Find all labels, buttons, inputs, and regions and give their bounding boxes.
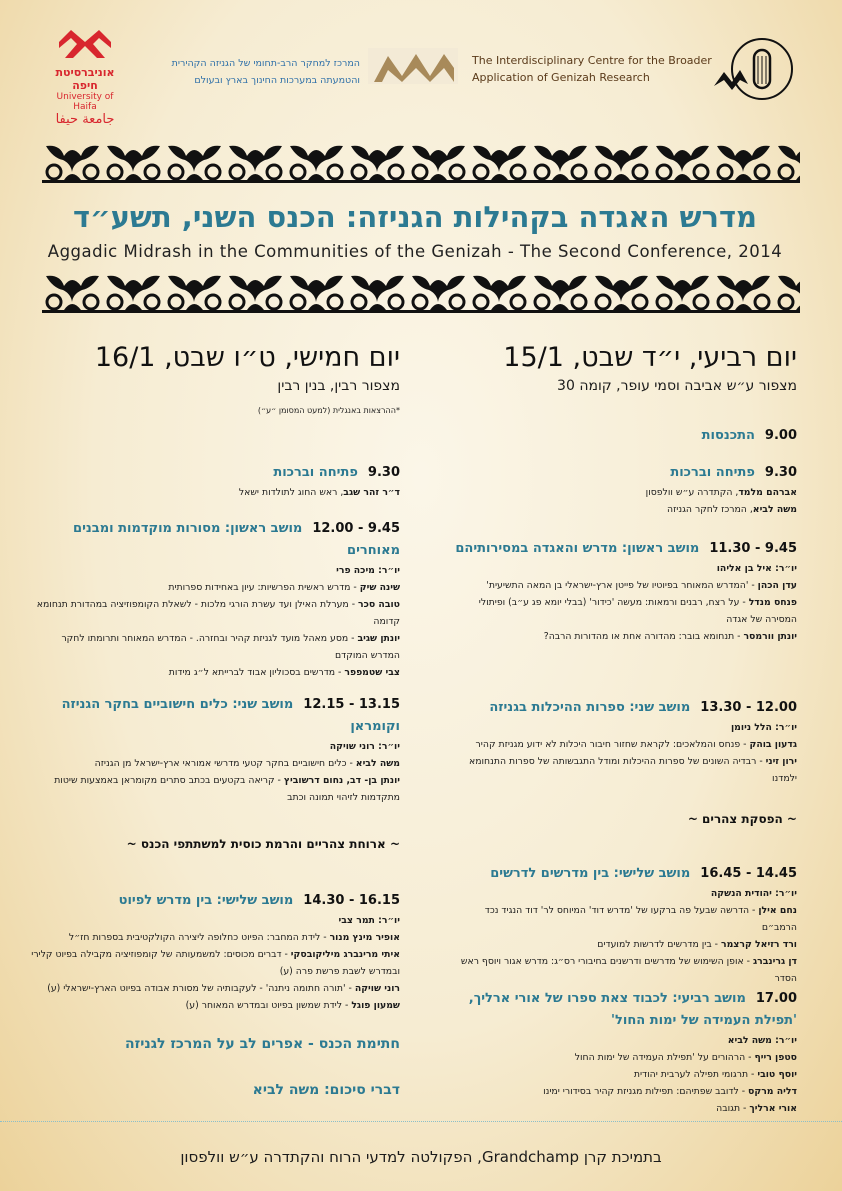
faculty-of-humanities-logo bbox=[710, 34, 795, 104]
speaker-name: יו״ר: מיכה פרי bbox=[336, 565, 400, 576]
session-heading bbox=[452, 988, 797, 1032]
session-title: מושב שני: כלים חישוביים בחקר הגניזה וקומראן bbox=[61, 697, 400, 734]
talk-title: - תנחומא בובר: מהדורה אחת או מהדורות הרבה? bbox=[543, 631, 744, 642]
speaker-name: אברהם מלמד bbox=[738, 487, 797, 498]
speaker-name: טובה סכר bbox=[358, 599, 400, 610]
speaker-name: יו״ר: משה לביא bbox=[727, 1035, 797, 1046]
talk-title: - קריאה בקטעים בכתב סתרים מקומראן באמצעות שיטות מתקדמות לזיהוי תמונה וכתב bbox=[54, 775, 400, 803]
centre-name-english bbox=[472, 52, 712, 86]
speaker-name: אופיר מינץ מנור bbox=[329, 932, 400, 943]
talk-title: - תרגומי תפילה לערבית יהודית bbox=[633, 1069, 758, 1080]
centre-he-line: המרכז למחקר הרב-תחומי של הגניזה הקהירית bbox=[171, 58, 360, 69]
speaker-name: יו״ר: יהודית הנשקה bbox=[710, 888, 797, 899]
talk-title: , המרכז לחקר הגניזה bbox=[667, 504, 753, 515]
session-title: מושב שלישי: בין מדרשים לדרשים bbox=[490, 866, 691, 881]
speaker-name: יוסף טובי bbox=[757, 1069, 797, 1080]
session-title: מושב רביעי: לכבוד צאת ספרו של אורי ארליך, 'תפילת העמידה של ימות החול' bbox=[468, 991, 797, 1028]
talk-item bbox=[452, 484, 797, 501]
genizah-centre-logo bbox=[368, 48, 458, 84]
session-heading bbox=[452, 425, 797, 447]
session-chair bbox=[452, 885, 797, 902]
speaker-name: יו״ר: רוני שויקה bbox=[329, 741, 400, 752]
speaker-name: סטפן רייף bbox=[754, 1052, 797, 1063]
talk-title: - אופן השימוש של מדרשים ודרשנים בחיבורי רס״ג: מדרש אגור ויוסף ראש הסדר bbox=[460, 956, 797, 984]
centre-he-line: והטמעתה במערכות החינוך בארץ ובעולם bbox=[194, 75, 360, 86]
speaker-name: עדן הכהן bbox=[757, 580, 797, 591]
session-chair bbox=[30, 562, 400, 579]
day-venue: מצפור רבין, בנין רבין bbox=[277, 378, 400, 394]
talk-title: - לידת שמשון בפיוט ובמדרש המאוחר (ע) bbox=[185, 1000, 352, 1011]
session-block bbox=[452, 462, 797, 518]
speaker-name: משה לביא bbox=[355, 758, 400, 769]
session-time: 17.00 bbox=[755, 991, 797, 1006]
session-time: 9.30 bbox=[764, 465, 797, 480]
footer-divider bbox=[0, 1121, 842, 1122]
conference-title: מדרש האגדה בקהילות הגניזה: הכנס השני, תשע״ד bbox=[72, 200, 758, 234]
speaker-name: יו״ר: תמר צבי bbox=[338, 915, 400, 926]
session-heading bbox=[452, 863, 797, 885]
talk-title: - לדובב שפתיהם: תפילות מגניזת קהיר בסידורי ימינו bbox=[543, 1086, 749, 1097]
talk-item bbox=[30, 755, 400, 772]
session-heading bbox=[452, 462, 797, 484]
talk-item bbox=[452, 1049, 797, 1066]
speaker-name: צבי שטמפפר bbox=[344, 667, 400, 678]
haifa-name-english: University of Haifa bbox=[56, 92, 114, 112]
talk-title: , הקתדרה ע״ש וולפסון bbox=[645, 487, 739, 498]
session-chair bbox=[452, 560, 797, 577]
speaker-name: נחם אילן bbox=[758, 905, 797, 916]
talk-item bbox=[452, 953, 797, 987]
session-block bbox=[452, 697, 797, 787]
talk-title: - מדרשים בסכוליון אבוד לברייתא ל״ג מידות bbox=[168, 667, 345, 678]
talk-title: - דברים מכוסים: למשמעותה של קומפוזיציה מקבילה בפיוט קלירי ובמדרש לשבת פרשת פרה (ע) bbox=[31, 949, 400, 977]
talk-title: - כלים חישוביים בחקר קטעי מדרשי אמוראי ארץ-ישראל מן הגניזה bbox=[94, 758, 356, 769]
speaker-name: ורד רזיאל קרצמר bbox=[720, 939, 797, 950]
talk-title: - פנחס והמלאכים: לקראת שחזור חיבור היכלות לא ידוע מגניזת קהיר bbox=[475, 739, 750, 750]
centre-en-line: The Interdisciplinary Centre for the Broader bbox=[472, 54, 712, 67]
session-title: פתיחה וברכות bbox=[273, 465, 358, 480]
talk-title: - לידת המחבר: הפיוט כחלופה ליצירה הקולקטיבית בספרות חז״ל bbox=[68, 932, 330, 943]
talk-title: - מסע מאהל מועד לגניזת קהיר ובחזרה. - המדרש המאוחר ותרומתו לחקר המדרש המוקדם bbox=[61, 633, 400, 661]
speaker-name: יונתן בן- דב, נחום דרשוביץ bbox=[283, 775, 400, 786]
session-time: 9.45 - 12.00 bbox=[312, 521, 400, 536]
speaker-name: אורי ארליך bbox=[749, 1103, 797, 1114]
talk-title: - מערלת האילן ועד עשרת הורגי מלכות - לשאלת הקומפוזיציה במהדורת תנחומא קדומה bbox=[36, 599, 400, 627]
speaker-name: דליה מרקס bbox=[748, 1086, 797, 1097]
session-title: מושב שני: ספרות ההיכלות בגניזה bbox=[489, 700, 691, 715]
talk-title: - הדרשה שבעל פה ברקעו של 'מדרש דוד' המיוחס לר' דוד הנגיד נכד הרמב״ם bbox=[484, 905, 797, 933]
session-chair bbox=[30, 738, 400, 755]
talk-item bbox=[452, 501, 797, 518]
session-time: 14.45 - 16.45 bbox=[700, 866, 797, 881]
centre-en-line: Application of Genizah Research bbox=[472, 71, 650, 84]
talk-title: - 'תורה חתומה ניתנה' - לעקבותיה של מסורת אבודה בפיוט הארץ-ישראלי (ע) bbox=[47, 983, 355, 994]
talk-title: , ראש החוג לתולדות ישאל bbox=[238, 487, 344, 498]
session-time: 13.15 - 12.15 bbox=[303, 697, 400, 712]
session-title: מושב ראשון: מסורות מוקדמות ומבנים מאוחרים bbox=[73, 521, 400, 558]
session-block bbox=[452, 538, 797, 645]
talk-item bbox=[30, 946, 400, 980]
talk-title: - תגובה bbox=[716, 1103, 750, 1114]
day-title: יום חמישי, ט״ו שבט, 16/1 bbox=[94, 342, 400, 373]
talk-item bbox=[30, 484, 400, 501]
session-block bbox=[452, 863, 797, 987]
talk-item bbox=[452, 1066, 797, 1083]
closing-item: חתימת הכנס - אפרים לב על המרכז לגניזה bbox=[125, 1036, 400, 1052]
haifa-emblem-icon bbox=[57, 28, 113, 62]
session-time: 9.45 - 11.30 bbox=[709, 541, 797, 556]
talk-item bbox=[452, 736, 797, 753]
speaker-name: יונתן וורמסר bbox=[743, 631, 797, 642]
session-heading bbox=[30, 518, 400, 562]
session-block bbox=[452, 988, 797, 1117]
talk-item bbox=[30, 772, 400, 806]
lunch-break: ~ ארוחת צהריים והרמת כוסית למשתתפי הכנס ~ bbox=[126, 837, 400, 851]
language-note: *ההרצאות באנגלית (למעט המסומן ״ע״) bbox=[257, 406, 400, 415]
talk-item bbox=[452, 1083, 797, 1100]
speaker-name: שמעון פוגל bbox=[351, 1000, 400, 1011]
session-title: מושב ראשון: מדרש והאגדה במסירותיהם bbox=[455, 541, 700, 556]
session-block bbox=[30, 694, 400, 806]
haifa-name-arabic: جامعة حيفا bbox=[55, 112, 115, 127]
talk-item bbox=[30, 980, 400, 997]
session-title: מושב שלישי: בין מדרש לפיוט bbox=[118, 893, 294, 908]
speaker-name: יו״ר: איל בן אליהו bbox=[716, 563, 797, 574]
talk-item bbox=[30, 929, 400, 946]
session-time: 9.30 bbox=[367, 465, 400, 480]
talk-title: - רבדיה השונים של ספרות ההיכלות ומודל התגבשותה של ספרות התנחומא ילמדנו bbox=[469, 756, 797, 784]
speaker-name: דן גרינברג bbox=[752, 956, 797, 967]
talk-item bbox=[30, 997, 400, 1014]
talk-item bbox=[452, 628, 797, 645]
session-time: 16.15 - 14.30 bbox=[303, 893, 400, 908]
closing-item: דברי סיכום: משה לביא bbox=[252, 1082, 400, 1098]
ornament-band-top bbox=[42, 142, 800, 184]
session-chair bbox=[452, 719, 797, 736]
speaker-name: פנחס מנדל bbox=[748, 597, 797, 608]
session-block bbox=[30, 462, 400, 501]
session-block bbox=[30, 890, 400, 1014]
speaker-name: שינה שיק bbox=[359, 582, 400, 593]
talk-item bbox=[30, 596, 400, 630]
speaker-name: ד״ר זהר שגב bbox=[343, 487, 400, 498]
session-block bbox=[452, 425, 797, 447]
day-venue: מצפור ע״ש אביבה וסמי עופר, קומה 30 bbox=[557, 378, 797, 394]
session-chair bbox=[452, 1032, 797, 1049]
speaker-name: משה לביא bbox=[752, 504, 797, 515]
talk-item bbox=[452, 936, 797, 953]
speaker-name: יו״ר: הלל ניומן bbox=[730, 722, 797, 733]
talk-item bbox=[30, 664, 400, 681]
talk-item bbox=[452, 594, 797, 628]
ornament-band-bottom bbox=[42, 272, 800, 314]
speaker-name: יונתן שגיב bbox=[357, 633, 400, 644]
session-heading bbox=[30, 462, 400, 484]
talk-item bbox=[452, 577, 797, 594]
centre-name-hebrew bbox=[140, 55, 360, 89]
speaker-name: איתי מרינברג מיליקובסקי bbox=[290, 949, 400, 960]
talk-title: - מדרש ראשית הפרשיות: עיון באחידות ספרותית bbox=[168, 582, 360, 593]
session-block bbox=[30, 518, 400, 681]
day-title: יום רביעי, י״ד שבט, 15/1 bbox=[503, 342, 797, 373]
talk-item bbox=[30, 630, 400, 664]
talk-item bbox=[452, 753, 797, 787]
speaker-name: רוני שויקה bbox=[354, 983, 400, 994]
talk-item bbox=[30, 579, 400, 596]
footer-sponsors: בתמיכת קרן Grandchamp, הפקולטה למדעי הרוח והקתדרה ע״ש וולפסון bbox=[180, 1148, 662, 1166]
lunch-break: ~ הפסקת צהרים ~ bbox=[687, 812, 797, 826]
university-of-haifa-logo bbox=[45, 28, 125, 127]
talk-title: - 'המדרש המאוחר בפיוטיו של פייטן ארץ-ישראלי בן המאה התשיעית' bbox=[486, 580, 758, 591]
haifa-name-hebrew: אוניברסיטת חיפה bbox=[55, 66, 115, 92]
session-title: פתיחה וברכות bbox=[670, 465, 755, 480]
session-heading bbox=[452, 538, 797, 560]
speaker-name: ירון זיני bbox=[765, 756, 797, 767]
session-heading bbox=[30, 890, 400, 912]
conference-subtitle-english: Aggadic Midrash in the Communities of the Genizah - The Second Conference, 2014 bbox=[47, 242, 783, 261]
session-heading bbox=[452, 697, 797, 719]
talk-title: - הרהורים על 'תפילת העמידה של ימות החול bbox=[574, 1052, 755, 1063]
talk-item bbox=[452, 902, 797, 936]
speaker-name: גדעון בוהק bbox=[749, 739, 797, 750]
session-chair bbox=[30, 912, 400, 929]
talk-title: - על רצח, רבנים ורמאות: מעשה 'כידור' (בבלי יומא פג ע״ב) ופיתולי המסירה של אגדה bbox=[478, 597, 797, 625]
session-time: 12.00 - 13.30 bbox=[700, 700, 797, 715]
session-title: התכנסות bbox=[701, 428, 755, 443]
talk-item bbox=[452, 1100, 797, 1117]
session-time: 9.00 bbox=[764, 428, 797, 443]
session-heading bbox=[30, 694, 400, 738]
talk-title: - בין מדרשים לדרשות למועדים bbox=[597, 939, 721, 950]
